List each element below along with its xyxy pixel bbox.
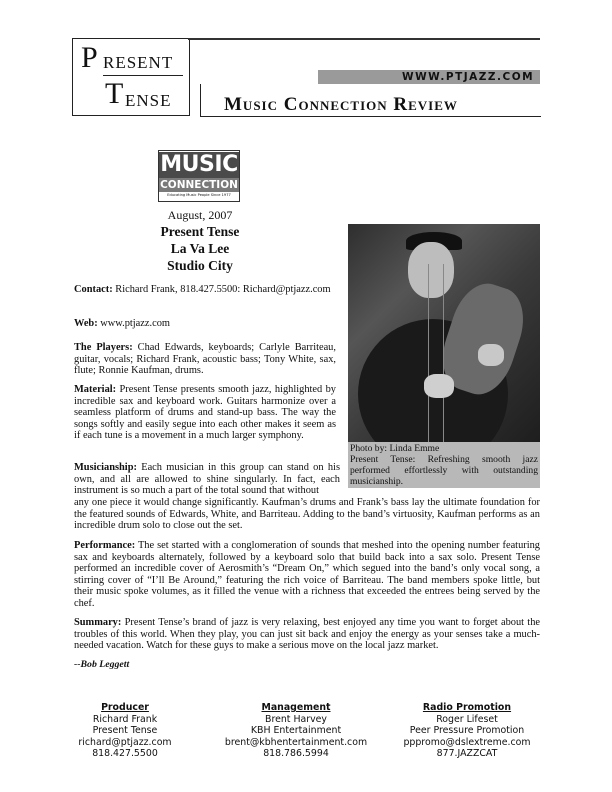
players-text: Chad Edwards, keyboards; Carlyle Barriteau, guitar, vocals; Richard Frank, acoustic bass; Tony White, sax, flute; Ronnie Kaufman, drums.: [74, 342, 336, 377]
players-paragraph: [74, 342, 336, 377]
radio-company: Peer Pressure Promotion: [409, 725, 525, 736]
performance-paragraph: [74, 540, 540, 610]
logo-divider: [103, 75, 183, 76]
management-name: Brent Harvey: [265, 713, 327, 725]
producer-name: Richard Frank: [92, 713, 158, 725]
logo-letter-t: T: [105, 77, 124, 110]
photo-description: Present Tense: Refreshing smooth jazz performed effortlessly with outstanding musicianship.: [350, 454, 538, 487]
page-title: Music Connection Review: [224, 94, 458, 115]
contact-paragraph: [74, 284, 336, 296]
band-photo: [348, 224, 540, 442]
footer-producer: [40, 702, 210, 760]
musicianship-continued: any one piece it would change significantly. Kaufman’s drums and Frank’s bass lay the ultimate foundation for the featured sounds of Edwards, White, and Barriteau. Adding to the band’s virtuosity, Kaufman performs as an incredible drum solo to close out the set.: [74, 497, 540, 532]
logo-letter-p: P: [81, 41, 99, 74]
review-date: August, 2007: [167, 208, 233, 222]
management-heading: Management: [261, 702, 331, 713]
mc-logo-music: MUSIC: [160, 152, 238, 177]
photo-strings: [428, 264, 444, 442]
radio-phone: 877.JAZZCAT: [436, 748, 498, 759]
web-link[interactable]: www.ptjazz.com: [97, 318, 170, 329]
producer-company: Present Tense: [92, 725, 158, 736]
material-paragraph: [74, 384, 336, 442]
author-signature: --Bob Leggett: [74, 659, 130, 670]
producer-email[interactable]: richard@ptjazz.com: [78, 736, 172, 748]
footer-management: [211, 702, 381, 760]
performance-label: Performance:: [74, 540, 136, 551]
header-top-rule: [188, 38, 540, 40]
summary-label: Summary:: [74, 617, 122, 628]
venue-name: La Va Lee: [170, 241, 230, 256]
present-tense-logo: [72, 38, 190, 116]
logo-present: RESENT: [103, 53, 174, 72]
contact-text[interactable]: Richard Frank, 818.427.5500: Richard@ptjazz.com: [112, 284, 331, 295]
material-text: Present Tense presents smooth jazz, highlighted by incredible sax and keyboard work. Guitars harmonize over a seamless platform of drums and stand-up bass. The way the songs softly and easily segue into each other makes it seem as if each tune is a movement in a much larger symphony.: [74, 384, 336, 442]
musicianship-paragraph: [74, 462, 340, 497]
photo-hand-upper: [478, 344, 504, 366]
radio-name: Roger Lifeset: [436, 713, 498, 725]
photo-hand: [424, 374, 454, 398]
radio-email[interactable]: pppromo@dslextreme.com: [403, 736, 531, 748]
radio-heading: Radio Promotion: [422, 702, 512, 713]
musicianship-text: Each musician in this group can stand on his own, and all are allowed to shine singularly. In fact, each instrument is so much a part of the total sound that without: [74, 462, 340, 497]
players-label: The Players:: [74, 342, 133, 353]
web-label: Web:: [74, 318, 98, 329]
band-name: Present Tense: [160, 224, 240, 239]
mc-logo-connection: CONNECTION: [160, 179, 238, 191]
summary-paragraph: [74, 617, 540, 652]
photo-credit: Photo by: Linda Emme: [350, 443, 440, 454]
photo-caption: [348, 442, 540, 488]
website-url[interactable]: WWW.PTJAZZ.COM: [402, 71, 535, 83]
producer-phone: 818.427.5500: [92, 748, 158, 759]
producer-heading: Producer: [101, 702, 149, 713]
musicianship-label: Musicianship:: [74, 462, 137, 473]
management-phone: 818.786.5994: [263, 748, 329, 759]
logo-ense: ENSE: [125, 91, 172, 110]
music-connection-logo: [158, 150, 240, 202]
performance-text: The set started with a conglomeration of sounds that meshed into the opening number featuring sax and keyboards alternately, followed by a keyboard solo that build back into a sax solo. Present Tense performed an incredible cover of Aerosmith’s “Dream On,” which segued into the band’s only vocal song, a stirring cover of “I’ll Be Around,” featuring the rich voice of Barriteau. The band members spoke little, but their music spoke volumes, as it filled the venue with a richness that exceeded the entrees being served by the chef.: [74, 540, 540, 609]
material-label: Material:: [74, 384, 117, 395]
summary-text: Present Tense’s brand of jazz is very relaxing, best enjoyed any time you want to forget about the troubles of this world. When they play, you can just sit back and enjoy the energy as your senses take a much-needed vacation. Watch for these guys to make a serious move on the local jazz market.: [74, 617, 540, 652]
web-paragraph: [74, 318, 336, 330]
venue-city: Studio City: [167, 258, 233, 273]
contact-label: Contact:: [74, 284, 113, 295]
footer-radio-promotion: [382, 702, 552, 760]
management-email[interactable]: brent@kbhentertainment.com: [224, 736, 368, 748]
management-company: KBH Entertainment: [250, 725, 342, 736]
mc-logo-tagline: Educating Music People Since 1977: [167, 193, 231, 197]
